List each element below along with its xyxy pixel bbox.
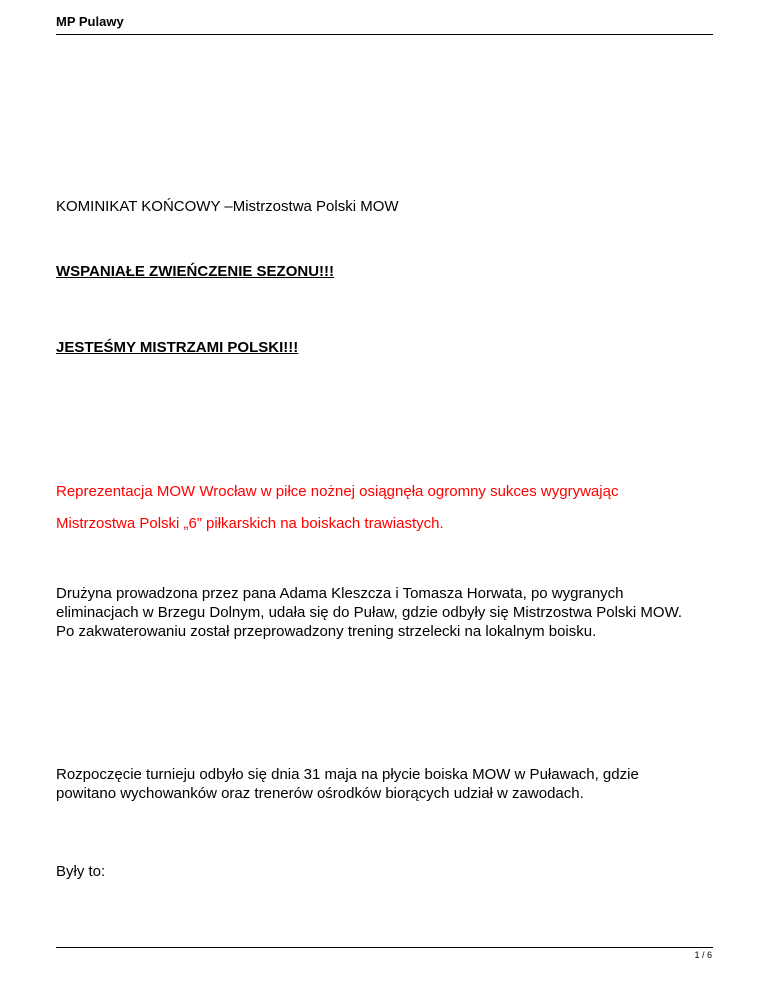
headline-champions: JESTEŚMY MISTRZAMI POLSKI!!! — [56, 339, 299, 356]
header-rule — [56, 34, 713, 35]
tournament-paragraph-line: powitano wychowanków oraz trenerów ośrodków biorących udział w zawodach. — [56, 785, 584, 802]
page-header-title: MP Pulawy — [56, 14, 124, 29]
team-paragraph-line: eliminacjach w Brzegu Dolnym, udała się do Puław, gdzie odbyły się Mistrzostwa Polski MOW. — [56, 604, 683, 621]
team-paragraph-line: Po zakwaterowaniu został przeprowadzony trening strzelecki na lokalnym boisku. — [56, 623, 597, 640]
red-paragraph-line-2: Mistrzostwa Polski „6” piłkarskich na boiskach trawiastych. — [56, 515, 444, 532]
list-intro: Były to: — [56, 863, 106, 880]
page-number: 1 / 6 — [694, 950, 712, 960]
red-paragraph-line-1: Reprezentacja MOW Wrocław w piłce nożnej osiągnęła ogromny sukces wygrywając — [56, 483, 619, 500]
headline-season: WSPANIAŁE ZWIEŃCZENIE SEZONU!!! — [56, 263, 335, 280]
team-paragraph — [56, 584, 716, 641]
tournament-paragraph-line: Rozpoczęcie turnieju odbyło się dnia 31 maja na płycie boiska MOW w Puławach, gdzie — [56, 766, 639, 783]
footer-rule — [56, 947, 713, 948]
document-heading: KOMINIKAT KOŃCOWY –Mistrzostwa Polski MOW — [56, 198, 399, 215]
tournament-paragraph — [56, 765, 716, 803]
team-paragraph-line: Drużyna prowadzona przez pana Adama Kleszcza i Tomasza Horwata, po wygranych — [56, 585, 624, 602]
